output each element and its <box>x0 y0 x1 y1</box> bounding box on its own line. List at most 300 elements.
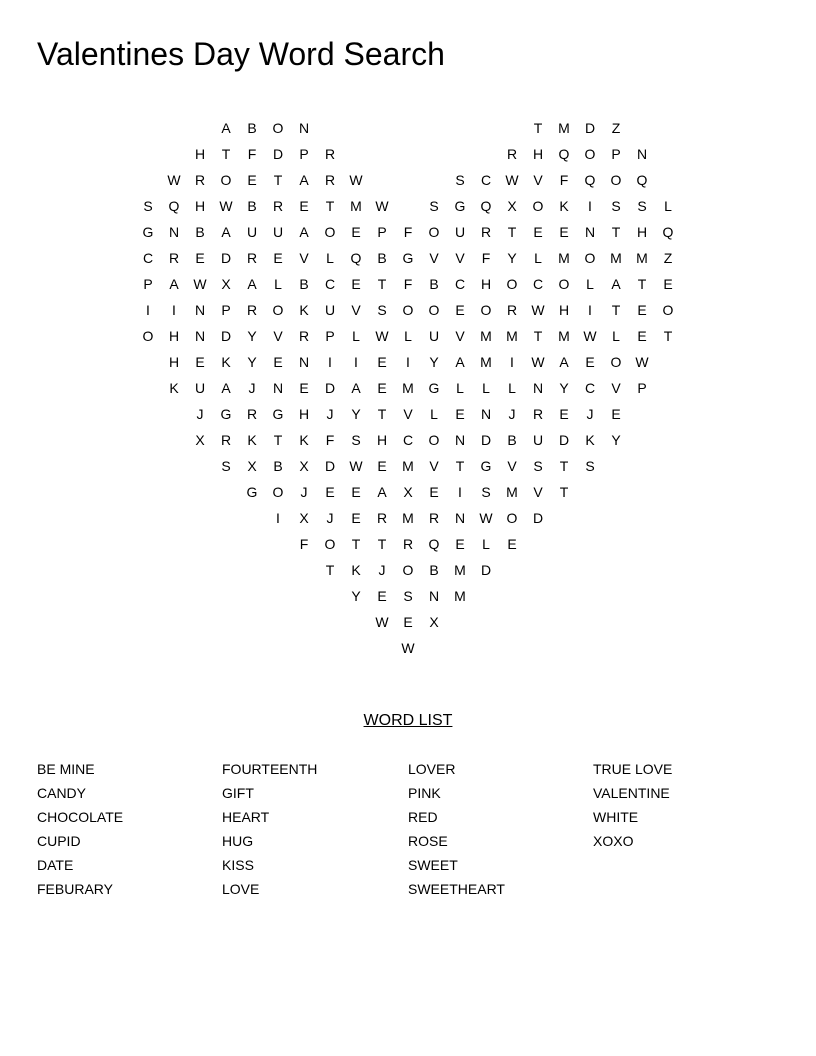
grid-letter: E <box>637 302 647 318</box>
grid-letter: R <box>324 146 336 162</box>
grid-letter: E <box>351 510 361 526</box>
grid-letter: M <box>558 250 570 266</box>
grid-letter: E <box>195 354 205 370</box>
grid-letter: J <box>378 562 386 578</box>
grid-letter: D <box>324 458 336 474</box>
grid-letter: L <box>352 328 360 344</box>
grid-letter: O <box>662 302 674 318</box>
grid-letter: E <box>585 354 595 370</box>
grid-letter: F <box>481 250 491 266</box>
word-list-item: BE MINE <box>37 761 95 777</box>
grid-letter: M <box>350 198 362 214</box>
grid-letter: R <box>428 510 440 526</box>
grid-letter: X <box>247 458 257 474</box>
grid-letter: P <box>143 276 153 292</box>
word-list-item: LOVE <box>222 881 260 897</box>
grid-letter: J <box>326 510 334 526</box>
page-title: Valentines Day Word Search <box>37 36 445 72</box>
grid-letter: E <box>273 354 283 370</box>
grid-letter: O <box>324 536 336 552</box>
grid-letter: L <box>404 328 412 344</box>
grid-letter: W <box>219 198 233 214</box>
grid-letter: W <box>479 510 493 526</box>
grid-letter: T <box>637 276 647 292</box>
grid-letter: O <box>480 302 492 318</box>
grid-letter: E <box>403 614 413 630</box>
grid-letter: N <box>454 432 466 448</box>
grid-letter: N <box>298 354 310 370</box>
grid-letter: A <box>559 354 569 370</box>
word-list-item: RED <box>408 809 438 825</box>
grid-letter: W <box>583 328 597 344</box>
grid-letter: B <box>429 562 439 578</box>
grid-letter: T <box>273 172 283 188</box>
grid-letter: T <box>533 120 543 136</box>
grid-letter: T <box>351 536 361 552</box>
word-list-item: ROSE <box>408 833 448 849</box>
grid-letter: W <box>349 172 363 188</box>
grid-letter: K <box>169 380 179 396</box>
grid-letter: F <box>247 146 257 162</box>
grid-letter: L <box>534 250 542 266</box>
grid-letter: E <box>195 250 205 266</box>
word-list-item: WHITE <box>593 809 639 825</box>
grid-letter: T <box>325 562 335 578</box>
grid-letter: O <box>610 354 622 370</box>
grid-letter: H <box>194 198 206 214</box>
grid-letter: I <box>276 510 280 526</box>
grid-letter: W <box>193 276 207 292</box>
grid-letter: Y <box>247 354 257 370</box>
grid-letter: B <box>429 276 439 292</box>
grid-letter: N <box>194 302 206 318</box>
grid-letter: Z <box>611 120 621 136</box>
grid-letter: W <box>531 302 545 318</box>
grid-letter: R <box>376 510 388 526</box>
grid-letter: O <box>428 432 440 448</box>
grid-letter: T <box>455 458 465 474</box>
grid-letter: H <box>168 328 180 344</box>
grid-letter: L <box>430 406 438 422</box>
grid-letter: N <box>532 380 544 396</box>
grid-letter: R <box>402 536 414 552</box>
grid-letter: W <box>505 172 519 188</box>
grid-letter: Q <box>428 536 440 552</box>
grid-letter: S <box>637 198 647 214</box>
grid-letter: K <box>247 432 257 448</box>
grid-letter: E <box>299 380 309 396</box>
grid-letter: X <box>429 614 439 630</box>
grid-letter: U <box>532 432 544 448</box>
grid-letter: N <box>584 224 596 240</box>
grid-letter: U <box>194 380 206 396</box>
grid-letter: O <box>272 302 284 318</box>
grid-letter: M <box>558 120 570 136</box>
grid-letter: T <box>377 276 387 292</box>
grid-letter: C <box>532 276 544 292</box>
grid-letter: M <box>402 380 414 396</box>
grid-letter: R <box>220 432 232 448</box>
grid-letter: M <box>480 328 492 344</box>
grid-letter: O <box>324 224 336 240</box>
grid-letter: B <box>247 198 257 214</box>
grid-letter: U <box>324 302 336 318</box>
grid-letter: G <box>142 224 154 240</box>
grid-letter: Q <box>350 250 362 266</box>
grid-letter: R <box>298 328 310 344</box>
grid-letter: G <box>454 198 466 214</box>
grid-letter: R <box>194 172 206 188</box>
grid-letter: M <box>506 484 518 500</box>
grid-letter: I <box>510 354 514 370</box>
grid-letter: V <box>429 250 439 266</box>
grid-letter: A <box>169 276 179 292</box>
grid-letter: V <box>351 302 361 318</box>
grid-letter: L <box>482 536 490 552</box>
grid-letter: V <box>299 250 309 266</box>
grid-letter: A <box>221 380 231 396</box>
grid-letter: E <box>351 276 361 292</box>
grid-letter: O <box>402 562 414 578</box>
grid-letter: B <box>507 432 517 448</box>
grid-letter: G <box>402 250 414 266</box>
grid-letter: X <box>221 276 231 292</box>
grid-letter: Q <box>558 146 570 162</box>
grid-letter: J <box>586 406 594 422</box>
word-list-item: PINK <box>408 785 441 801</box>
grid-letter: J <box>326 406 334 422</box>
grid-letter: R <box>324 172 336 188</box>
grid-letter: O <box>428 302 440 318</box>
grid-letter: O <box>402 302 414 318</box>
grid-letter: J <box>508 406 516 422</box>
word-list-item: CUPID <box>37 833 81 849</box>
grid-letter: J <box>300 484 308 500</box>
word-list-column-4 <box>593 757 773 853</box>
grid-letter: Y <box>351 588 361 604</box>
grid-letter: A <box>455 354 465 370</box>
grid-letter: Y <box>559 380 569 396</box>
grid-letter: A <box>377 484 387 500</box>
grid-letter: Q <box>636 172 648 188</box>
grid-letter: S <box>429 198 439 214</box>
grid-letter: E <box>455 302 465 318</box>
grid-letter: E <box>611 406 621 422</box>
word-list-item: FOURTEENTH <box>222 761 318 777</box>
grid-letter: U <box>454 224 466 240</box>
grid-letter: D <box>480 562 492 578</box>
word-list-item: GIFT <box>222 785 254 801</box>
grid-letter: D <box>220 250 232 266</box>
grid-letter: W <box>401 640 415 656</box>
word-list-item: TRUE LOVE <box>593 761 673 777</box>
grid-letter: M <box>558 328 570 344</box>
grid-letter: N <box>194 328 206 344</box>
grid-letter: B <box>273 458 283 474</box>
word-list-column-2 <box>222 757 402 901</box>
grid-letter: E <box>377 380 387 396</box>
grid-letter: E <box>377 458 387 474</box>
grid-letter: A <box>299 172 309 188</box>
grid-letter: E <box>351 484 361 500</box>
grid-letter: E <box>429 484 439 500</box>
grid-letter: I <box>458 484 462 500</box>
grid-letter: T <box>377 406 387 422</box>
grid-letter: H <box>194 146 206 162</box>
word-list-item: SWEET <box>408 857 458 873</box>
grid-letter: P <box>611 146 621 162</box>
grid-letter: S <box>533 458 543 474</box>
grid-letter: E <box>299 198 309 214</box>
grid-letter: R <box>272 198 284 214</box>
grid-letter: M <box>402 510 414 526</box>
grid-letter: G <box>272 406 284 422</box>
grid-letter: P <box>325 328 335 344</box>
grid-letter: E <box>637 328 647 344</box>
word-list-item: HEART <box>222 809 270 825</box>
grid-letter: R <box>246 250 258 266</box>
grid-letter: B <box>247 120 257 136</box>
grid-letter: J <box>196 406 204 422</box>
grid-letter: M <box>480 354 492 370</box>
grid-letter: H <box>480 276 492 292</box>
grid-letter: B <box>195 224 205 240</box>
word-list-item: LOVER <box>408 761 456 777</box>
grid-letter: N <box>272 380 284 396</box>
word-list-item: CHOCOLATE <box>37 809 124 825</box>
grid-letter: W <box>531 354 545 370</box>
grid-letter: K <box>585 432 595 448</box>
grid-letter: Q <box>662 224 674 240</box>
grid-letter: D <box>558 432 570 448</box>
grid-letter: F <box>299 536 309 552</box>
grid-letter: P <box>299 146 309 162</box>
grid-letter: D <box>324 380 336 396</box>
grid-letter: J <box>248 380 256 396</box>
grid-letter: N <box>636 146 648 162</box>
grid-letter: S <box>377 302 387 318</box>
grid-letter: F <box>403 276 413 292</box>
word-list-item: KISS <box>222 857 254 873</box>
grid-letter: T <box>611 302 621 318</box>
grid-letter: E <box>559 224 569 240</box>
grid-letter: V <box>273 328 283 344</box>
grid-letter: Y <box>429 354 439 370</box>
grid-letter: A <box>299 224 309 240</box>
grid-letter: T <box>273 432 283 448</box>
grid-letter: N <box>428 588 440 604</box>
grid-letter: T <box>559 484 569 500</box>
grid-letter: W <box>375 328 389 344</box>
word-list-column-1 <box>37 757 217 901</box>
grid-letter: V <box>455 328 465 344</box>
grid-letter: G <box>220 406 232 422</box>
grid-letter: D <box>584 120 596 136</box>
grid-letter: E <box>455 536 465 552</box>
grid-letter: T <box>325 198 335 214</box>
grid-letter: N <box>480 406 492 422</box>
grid-letter: D <box>532 510 544 526</box>
grid-letter: K <box>299 302 309 318</box>
grid-letter: R <box>246 302 258 318</box>
grid-letter: O <box>428 224 440 240</box>
word-list-column-3 <box>408 757 588 901</box>
grid-letter: F <box>559 172 569 188</box>
grid-letter: E <box>533 224 543 240</box>
grid-letter: C <box>142 250 154 266</box>
grid-letter: X <box>195 432 205 448</box>
grid-letter: T <box>663 328 673 344</box>
grid-letter: U <box>428 328 440 344</box>
grid-letter: L <box>612 328 620 344</box>
grid-letter: H <box>168 354 180 370</box>
grid-letter: S <box>221 458 231 474</box>
grid-letter: E <box>559 406 569 422</box>
grid-letter: S <box>585 458 595 474</box>
grid-letter: I <box>406 354 410 370</box>
word-list-item: SWEETHEART <box>408 881 505 897</box>
grid-letter: T <box>611 224 621 240</box>
grid-letter: O <box>220 172 232 188</box>
grid-letter: L <box>274 276 282 292</box>
grid-letter: F <box>403 224 413 240</box>
grid-letter: P <box>377 224 387 240</box>
grid-letter: Q <box>480 198 492 214</box>
grid-letter: K <box>351 562 361 578</box>
grid-letter: T <box>221 146 231 162</box>
grid-letter: R <box>506 302 518 318</box>
grid-letter: X <box>507 198 517 214</box>
grid-letter: L <box>456 380 464 396</box>
grid-letter: I <box>354 354 358 370</box>
grid-letter: O <box>142 328 154 344</box>
grid-letter: D <box>220 328 232 344</box>
grid-letter: O <box>272 120 284 136</box>
grid-letter: V <box>611 380 621 396</box>
grid-letter: M <box>402 458 414 474</box>
grid-letter: H <box>532 146 544 162</box>
grid-letter: W <box>375 198 389 214</box>
grid-letter: Y <box>611 432 621 448</box>
grid-letter: H <box>558 302 570 318</box>
grid-letter: N <box>298 120 310 136</box>
grid-letter: L <box>482 380 490 396</box>
grid-letter: N <box>168 224 180 240</box>
grid-letter: G <box>246 484 258 500</box>
grid-letter: L <box>508 380 516 396</box>
grid-letter: A <box>611 276 621 292</box>
grid-letter: X <box>299 510 309 526</box>
grid-letter: S <box>455 172 465 188</box>
grid-letter: Y <box>351 406 361 422</box>
grid-letter: H <box>376 432 388 448</box>
grid-letter: M <box>454 562 466 578</box>
grid-letter: O <box>506 276 518 292</box>
grid-letter: R <box>168 250 180 266</box>
grid-letter: L <box>326 250 334 266</box>
grid-letter: V <box>507 458 517 474</box>
grid-letter: W <box>167 172 181 188</box>
grid-letter: Y <box>247 328 257 344</box>
grid-letter: E <box>507 536 517 552</box>
grid-letter: L <box>664 198 672 214</box>
grid-letter: E <box>663 276 673 292</box>
grid-letter: C <box>480 172 492 188</box>
word-list-item: FEBURARY <box>37 881 113 897</box>
word-list-item: XOXO <box>593 833 634 849</box>
grid-letter: E <box>273 250 283 266</box>
grid-letter: I <box>588 302 592 318</box>
grid-letter: Y <box>507 250 517 266</box>
grid-letter: M <box>506 328 518 344</box>
grid-letter: A <box>247 276 257 292</box>
grid-letter: T <box>533 328 543 344</box>
grid-letter: K <box>559 198 569 214</box>
grid-letter: S <box>611 198 621 214</box>
grid-letter: M <box>636 250 648 266</box>
grid-letter: S <box>351 432 361 448</box>
grid-letter: A <box>221 120 231 136</box>
grid-letter: C <box>584 380 596 396</box>
grid-letter: U <box>272 224 284 240</box>
grid-letter: K <box>299 432 309 448</box>
grid-letter: B <box>299 276 309 292</box>
grid-letter: D <box>272 146 284 162</box>
grid-letter: N <box>454 510 466 526</box>
grid-letter: T <box>559 458 569 474</box>
grid-letter: I <box>172 302 176 318</box>
word-list-item: VALENTINE <box>593 785 670 801</box>
grid-letter: O <box>272 484 284 500</box>
grid-letter: H <box>298 406 310 422</box>
grid-letter: M <box>454 588 466 604</box>
grid-letter: O <box>506 510 518 526</box>
grid-letter: T <box>377 536 387 552</box>
grid-letter: E <box>247 172 257 188</box>
grid-letter: R <box>246 406 258 422</box>
grid-letter: C <box>454 276 466 292</box>
grid-letter: F <box>325 432 335 448</box>
word-list-heading: WORD LIST <box>363 712 453 729</box>
grid-letter: V <box>533 172 543 188</box>
grid-letter: X <box>403 484 413 500</box>
grid-letter: W <box>635 354 649 370</box>
grid-letter: E <box>377 588 387 604</box>
grid-letter: O <box>584 146 596 162</box>
grid-letter: V <box>403 406 413 422</box>
grid-letter: P <box>637 380 647 396</box>
grid-letter: E <box>351 224 361 240</box>
grid-letter: E <box>325 484 335 500</box>
grid-letter: W <box>375 614 389 630</box>
grid-letter: V <box>533 484 543 500</box>
grid-letter: K <box>221 354 231 370</box>
grid-letter: H <box>636 224 648 240</box>
word-list-item: DATE <box>37 857 74 873</box>
grid-letter: M <box>610 250 622 266</box>
grid-letter: V <box>455 250 465 266</box>
grid-letter: P <box>221 302 231 318</box>
grid-letter: C <box>402 432 414 448</box>
grid-letter: X <box>299 458 309 474</box>
grid-letter: L <box>586 276 594 292</box>
grid-letter: S <box>481 484 491 500</box>
grid-letter: V <box>429 458 439 474</box>
grid-letter: R <box>532 406 544 422</box>
grid-letter: S <box>403 588 413 604</box>
grid-letter: A <box>221 224 231 240</box>
grid-letter: B <box>377 250 387 266</box>
